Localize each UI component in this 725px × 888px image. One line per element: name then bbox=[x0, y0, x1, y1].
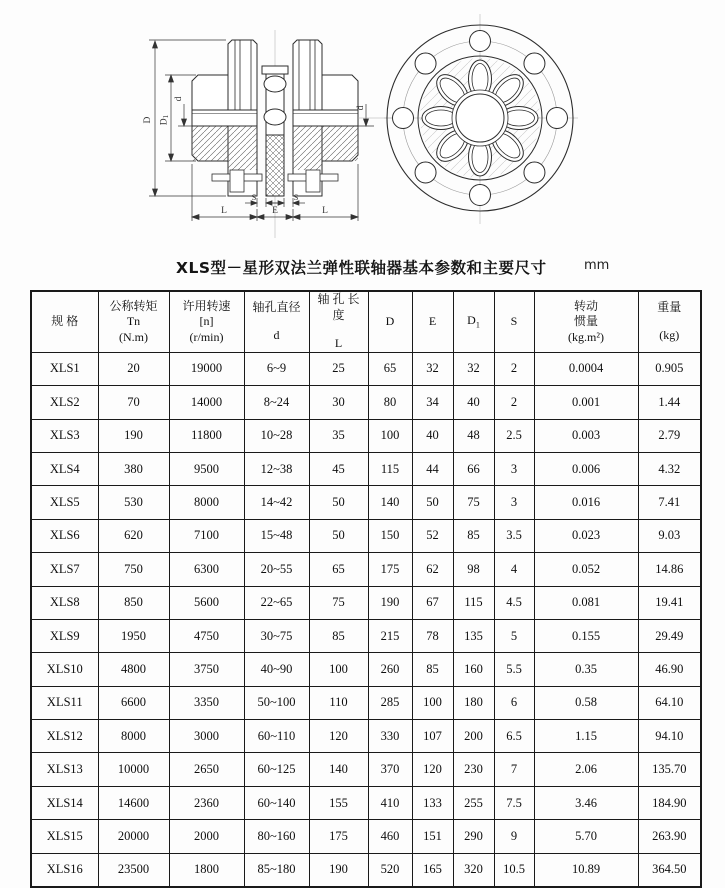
table-cell: 151 bbox=[412, 820, 453, 853]
table-row bbox=[31, 686, 701, 719]
table-cell: 66 bbox=[453, 452, 494, 485]
table-cell: 0.905 bbox=[638, 352, 701, 385]
table-cell: 6.5 bbox=[494, 720, 534, 753]
dim-label-E: E bbox=[272, 206, 278, 216]
table-cell: 530 bbox=[98, 486, 169, 519]
table-row bbox=[31, 486, 701, 519]
star-element-section bbox=[262, 66, 288, 196]
table-cell: 65 bbox=[368, 352, 412, 385]
table-cell: 255 bbox=[453, 786, 494, 819]
table-cell: 40 bbox=[453, 386, 494, 419]
table-cell: 5600 bbox=[169, 586, 244, 619]
table-cell: 3750 bbox=[169, 653, 244, 686]
table-cell: 50~100 bbox=[244, 686, 309, 719]
table-cell: 14600 bbox=[98, 786, 169, 819]
table-cell: 140 bbox=[368, 486, 412, 519]
front-view bbox=[384, 14, 578, 224]
col-header-S: S bbox=[494, 291, 534, 352]
table-cell: 7 bbox=[494, 753, 534, 786]
table-cell: 20 bbox=[98, 352, 169, 385]
table-row bbox=[31, 352, 701, 385]
table-cell: 190 bbox=[309, 853, 368, 887]
table-cell: XLS7 bbox=[31, 553, 98, 586]
table-cell: 0.155 bbox=[534, 619, 638, 652]
table-row bbox=[31, 753, 701, 786]
table-cell: XLS6 bbox=[31, 519, 98, 552]
table-cell: 3350 bbox=[169, 686, 244, 719]
table-cell: 85~180 bbox=[244, 853, 309, 887]
left-bore bbox=[192, 110, 257, 126]
table-cell: 330 bbox=[368, 720, 412, 753]
table-cell: 40~90 bbox=[244, 653, 309, 686]
table-cell: 34 bbox=[412, 386, 453, 419]
table-cell: 60~125 bbox=[244, 753, 309, 786]
spec-table bbox=[30, 290, 702, 888]
table-cell: 98 bbox=[453, 553, 494, 586]
table-cell: 6600 bbox=[98, 686, 169, 719]
col-header-torque: 公称转矩 Tn (N.m) bbox=[98, 291, 169, 352]
table-cell: 85 bbox=[309, 619, 368, 652]
table-cell: 8~24 bbox=[244, 386, 309, 419]
table-cell: 4.5 bbox=[494, 586, 534, 619]
table-cell: 80~160 bbox=[244, 820, 309, 853]
table-cell: XLS12 bbox=[31, 720, 98, 753]
table-row bbox=[31, 786, 701, 819]
table-cell: 6~9 bbox=[244, 352, 309, 385]
table-cell: 4 bbox=[494, 553, 534, 586]
hatch-left-hub bbox=[192, 126, 228, 161]
col-header-bore-length: 轴 孔 长 度 L bbox=[309, 291, 368, 352]
table-cell: 65 bbox=[309, 553, 368, 586]
table-cell: XLS1 bbox=[31, 352, 98, 385]
table-cell: 180 bbox=[453, 686, 494, 719]
table-cell: XLS8 bbox=[31, 586, 98, 619]
table-cell: 0.003 bbox=[534, 419, 638, 452]
table-cell: 155 bbox=[309, 786, 368, 819]
table-cell: 40 bbox=[412, 419, 453, 452]
table-cell: 520 bbox=[368, 853, 412, 887]
col-header-weight: 重量 (kg) bbox=[638, 291, 701, 352]
table-cell: 11800 bbox=[169, 419, 244, 452]
table-cell: 200 bbox=[453, 720, 494, 753]
table-cell: 15~48 bbox=[244, 519, 309, 552]
unit-label: mm bbox=[584, 258, 610, 273]
table-cell: 2000 bbox=[169, 820, 244, 853]
table-cell: 32 bbox=[453, 352, 494, 385]
table-cell: 50 bbox=[309, 486, 368, 519]
table-cell: 100 bbox=[368, 419, 412, 452]
dim-label-S-left: S bbox=[251, 192, 257, 202]
table-cell: 20000 bbox=[98, 820, 169, 853]
table-cell: 5.5 bbox=[494, 653, 534, 686]
star-petal-section-mid bbox=[264, 109, 286, 125]
dim-label-S-right: S bbox=[293, 192, 299, 202]
table-row bbox=[31, 386, 701, 419]
table-cell: 64.10 bbox=[638, 686, 701, 719]
table-cell: 14~42 bbox=[244, 486, 309, 519]
table-cell: 1.15 bbox=[534, 720, 638, 753]
technical-drawing bbox=[0, 0, 725, 248]
table-cell: 0.052 bbox=[534, 553, 638, 586]
col-header-D: D bbox=[368, 291, 412, 352]
table-cell: 1.44 bbox=[638, 386, 701, 419]
table-cell: 750 bbox=[98, 553, 169, 586]
table-cell: 2650 bbox=[169, 753, 244, 786]
table-cell: 410 bbox=[368, 786, 412, 819]
table-cell: 14000 bbox=[169, 386, 244, 419]
table-cell: 120 bbox=[309, 720, 368, 753]
dim-label-L-left: L bbox=[221, 206, 227, 216]
table-cell: 60~140 bbox=[244, 786, 309, 819]
table-cell: 20~55 bbox=[244, 553, 309, 586]
table-cell: 0.001 bbox=[534, 386, 638, 419]
table-cell: 50 bbox=[309, 519, 368, 552]
table-cell: 620 bbox=[98, 519, 169, 552]
spec-table-body bbox=[31, 352, 701, 887]
table-cell: XLS13 bbox=[31, 753, 98, 786]
hatch-right-flange bbox=[293, 126, 322, 170]
table-cell: 115 bbox=[368, 452, 412, 485]
center-bore-circle bbox=[456, 94, 504, 142]
table-cell: 285 bbox=[368, 686, 412, 719]
table-cell: XLS3 bbox=[31, 419, 98, 452]
table-cell: 78 bbox=[412, 619, 453, 652]
table-row bbox=[31, 653, 701, 686]
table-header-row bbox=[31, 291, 701, 352]
table-cell: 9500 bbox=[169, 452, 244, 485]
table-cell: 85 bbox=[412, 653, 453, 686]
table-row bbox=[31, 820, 701, 853]
table-cell: 3 bbox=[494, 452, 534, 485]
table-cell: 0.081 bbox=[534, 586, 638, 619]
dim-label-D: D bbox=[143, 116, 153, 124]
table-cell: 80 bbox=[368, 386, 412, 419]
table-cell: XLS15 bbox=[31, 820, 98, 853]
table-cell: 160 bbox=[453, 653, 494, 686]
table-row bbox=[31, 586, 701, 619]
table-cell: 3 bbox=[494, 486, 534, 519]
table-row bbox=[31, 553, 701, 586]
table-cell: 9 bbox=[494, 820, 534, 853]
table-row bbox=[31, 619, 701, 652]
table-cell: XLS14 bbox=[31, 786, 98, 819]
col-header-inertia: 转动 惯量 (kg.m²) bbox=[534, 291, 638, 352]
table-cell: 263.90 bbox=[638, 820, 701, 853]
table-cell: 4800 bbox=[98, 653, 169, 686]
table-cell: 25 bbox=[309, 352, 368, 385]
table-cell: 23500 bbox=[98, 853, 169, 887]
star-petal-section-top bbox=[264, 76, 286, 92]
table-cell: XLS2 bbox=[31, 386, 98, 419]
table-cell: 2.06 bbox=[534, 753, 638, 786]
table-cell: XLS16 bbox=[31, 853, 98, 887]
table-cell: 7.5 bbox=[494, 786, 534, 819]
table-cell: 6300 bbox=[169, 553, 244, 586]
table-cell: 85 bbox=[453, 519, 494, 552]
page-title: XLS型－星形双法兰弹性联轴器基本参数和主要尺寸 bbox=[176, 259, 547, 277]
table-cell: 230 bbox=[453, 753, 494, 786]
table-cell: 165 bbox=[412, 853, 453, 887]
table-cell: 260 bbox=[368, 653, 412, 686]
table-cell: 75 bbox=[453, 486, 494, 519]
table-cell: 190 bbox=[368, 586, 412, 619]
table-cell: 215 bbox=[368, 619, 412, 652]
table-row bbox=[31, 853, 701, 887]
table-cell: 135.70 bbox=[638, 753, 701, 786]
table-cell: 3000 bbox=[169, 720, 244, 753]
dim-label-L-right: L bbox=[322, 206, 328, 216]
col-header-spec: 规 格 bbox=[31, 291, 98, 352]
table-cell: 30~75 bbox=[244, 619, 309, 652]
table-cell: 7100 bbox=[169, 519, 244, 552]
table-cell: 30 bbox=[309, 386, 368, 419]
table-cell: 10000 bbox=[98, 753, 169, 786]
table-cell: 290 bbox=[453, 820, 494, 853]
right-bore bbox=[293, 110, 358, 126]
table-cell: 0.0004 bbox=[534, 352, 638, 385]
table-cell: 9.03 bbox=[638, 519, 701, 552]
table-cell: XLS5 bbox=[31, 486, 98, 519]
table-cell: 48 bbox=[453, 419, 494, 452]
table-cell: 2360 bbox=[169, 786, 244, 819]
table-cell: 62 bbox=[412, 553, 453, 586]
table-cell: 175 bbox=[309, 820, 368, 853]
table-cell: 10.5 bbox=[494, 853, 534, 887]
table-cell: 4750 bbox=[169, 619, 244, 652]
table-cell: 94.10 bbox=[638, 720, 701, 753]
table-cell: 380 bbox=[98, 452, 169, 485]
table-cell: 100 bbox=[412, 686, 453, 719]
table-cell: 45 bbox=[309, 452, 368, 485]
table-cell: 32 bbox=[412, 352, 453, 385]
table-cell: 44 bbox=[412, 452, 453, 485]
table-cell: 2.79 bbox=[638, 419, 701, 452]
col-header-speed: 许用转速 [n] (r/min) bbox=[169, 291, 244, 352]
table-cell: XLS4 bbox=[31, 452, 98, 485]
table-cell: 6 bbox=[494, 686, 534, 719]
table-cell: 100 bbox=[309, 653, 368, 686]
hatch-right-hub bbox=[322, 126, 358, 161]
table-cell: 8000 bbox=[169, 486, 244, 519]
hatch-left-flange bbox=[228, 126, 257, 170]
table-cell: 3.46 bbox=[534, 786, 638, 819]
table-cell: 320 bbox=[453, 853, 494, 887]
table-cell: 19000 bbox=[169, 352, 244, 385]
table-row bbox=[31, 519, 701, 552]
table-cell: 140 bbox=[309, 753, 368, 786]
title-row bbox=[0, 256, 725, 278]
table-cell: 46.90 bbox=[638, 653, 701, 686]
table-cell: 75 bbox=[309, 586, 368, 619]
table-row bbox=[31, 452, 701, 485]
table-cell: 110 bbox=[309, 686, 368, 719]
table-cell: 1800 bbox=[169, 853, 244, 887]
table-cell: 0.006 bbox=[534, 452, 638, 485]
table-cell: 5 bbox=[494, 619, 534, 652]
dim-label-d-left: d bbox=[174, 96, 184, 102]
table-cell: 5.70 bbox=[534, 820, 638, 853]
table-cell: 107 bbox=[412, 720, 453, 753]
table-cell: 29.49 bbox=[638, 619, 701, 652]
table-cell: 70 bbox=[98, 386, 169, 419]
table-cell: 7.41 bbox=[638, 486, 701, 519]
section-view bbox=[143, 30, 392, 238]
table-cell: XLS10 bbox=[31, 653, 98, 686]
table-cell: 460 bbox=[368, 820, 412, 853]
table-cell: 12~38 bbox=[244, 452, 309, 485]
table-cell: 135 bbox=[453, 619, 494, 652]
table-cell: 2 bbox=[494, 352, 534, 385]
table-cell: 175 bbox=[368, 553, 412, 586]
table-cell: 35 bbox=[309, 419, 368, 452]
table-cell: XLS9 bbox=[31, 619, 98, 652]
table-cell: 150 bbox=[368, 519, 412, 552]
table-cell: 2.5 bbox=[494, 419, 534, 452]
table-cell: 184.90 bbox=[638, 786, 701, 819]
col-header-bore-diameter: 轴孔直径 d bbox=[244, 291, 309, 352]
table-cell: 4.32 bbox=[638, 452, 701, 485]
dim-label-d-right: d bbox=[356, 105, 366, 111]
table-cell: 0.35 bbox=[534, 653, 638, 686]
table-cell: 364.50 bbox=[638, 853, 701, 887]
table-row bbox=[31, 419, 701, 452]
table-cell: 60~110 bbox=[244, 720, 309, 753]
col-header-D1: $D_1$ bbox=[453, 291, 494, 352]
table-cell: 850 bbox=[98, 586, 169, 619]
table-cell: 14.86 bbox=[638, 553, 701, 586]
col-header-E: E bbox=[412, 291, 453, 352]
table-cell: 22~65 bbox=[244, 586, 309, 619]
table-cell: 8000 bbox=[98, 720, 169, 753]
table-cell: 370 bbox=[368, 753, 412, 786]
table-cell: 10~28 bbox=[244, 419, 309, 452]
table-cell: 133 bbox=[412, 786, 453, 819]
table-cell: 67 bbox=[412, 586, 453, 619]
table-cell: 10.89 bbox=[534, 853, 638, 887]
table-cell: 115 bbox=[453, 586, 494, 619]
table-cell: 0.016 bbox=[534, 486, 638, 519]
table-row bbox=[31, 720, 701, 753]
table-cell: 19.41 bbox=[638, 586, 701, 619]
table-cell: 0.58 bbox=[534, 686, 638, 719]
table-cell: 0.023 bbox=[534, 519, 638, 552]
table-cell: 1950 bbox=[98, 619, 169, 652]
table-cell: 3.5 bbox=[494, 519, 534, 552]
dim-label-D1: D1 bbox=[159, 114, 170, 126]
table-cell: 2 bbox=[494, 386, 534, 419]
table-cell: 190 bbox=[98, 419, 169, 452]
table-cell: XLS11 bbox=[31, 686, 98, 719]
table-cell: 50 bbox=[412, 486, 453, 519]
table-cell: 52 bbox=[412, 519, 453, 552]
table-cell: 120 bbox=[412, 753, 453, 786]
